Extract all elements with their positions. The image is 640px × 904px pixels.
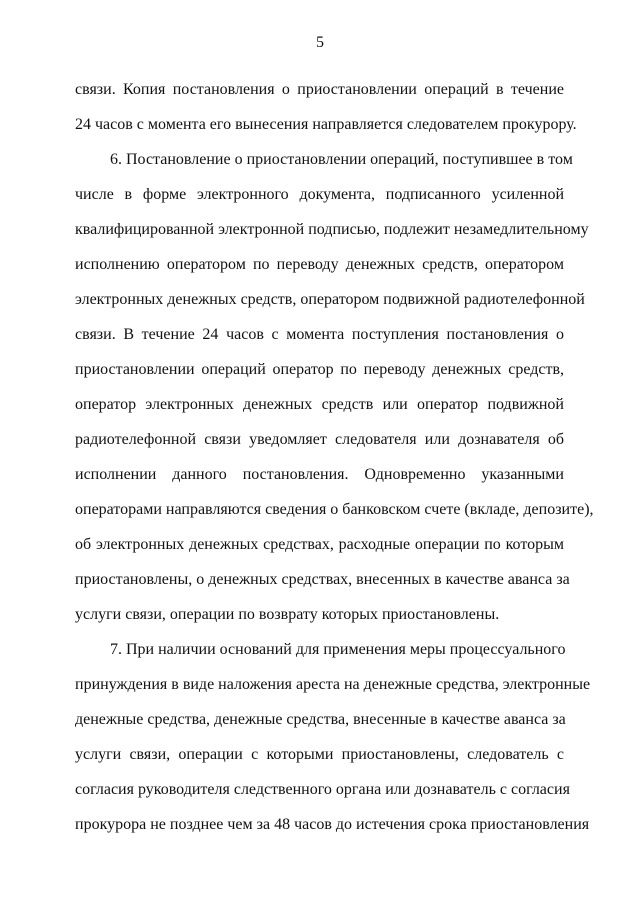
text-line: операторами направляются сведения о банковском счете (вкладе, депозите), — [75, 501, 594, 518]
text-line: приостановлении операций оператор по переводу денежных средств, — [75, 361, 564, 378]
text-line: электронных денежных средств, оператором подвижной радиотелефонной — [75, 291, 585, 308]
text-line: числе в форме электронного документа, подписанного усиленной — [75, 186, 564, 203]
paragraph-6-first-line: 6. Постановление о приостановлении операций, поступившее в том — [110, 151, 573, 168]
text-line: согласия руководителя следственного органа или дознаватель с согласия — [75, 781, 570, 798]
text-line: денежные средства, денежные средства, внесенные в качестве аванса за — [75, 711, 566, 728]
text-line: связи. В течение 24 часов с момента поступления постановления о — [75, 326, 564, 343]
text-line: 24 часов с момента его вынесения направляется следователем прокурору. — [75, 116, 577, 133]
text-line: принуждения в виде наложения ареста на денежные средства, электронные — [75, 676, 591, 693]
text-line: услуги связи, операции по возврату которых приостановлены. — [75, 606, 500, 623]
text-line: радиотелефонной связи уведомляет следователя или дознавателя об — [75, 431, 564, 448]
text-line: оператор электронных денежных средств или оператор подвижной — [75, 396, 564, 413]
text-line: связи. Копия постановления о приостановлении операций в течение — [75, 81, 564, 98]
text-line: прокурора не позднее чем за 48 часов до истечения срока приостановления — [75, 816, 590, 833]
text-line: исполнению оператором по переводу денежных средств, оператором — [75, 256, 564, 273]
text-line: об электронных денежных средствах, расходные операции по которым — [75, 536, 564, 553]
text-line: квалифицированной электронной подписью, подлежит незамедлительному — [75, 221, 589, 238]
text-line: услуги связи, операции с которыми приостановлены, следователь с — [75, 746, 564, 763]
page-number: 5 — [316, 34, 324, 51]
text-line: приостановлены, о денежных средствах, внесенных в качестве аванса за — [75, 571, 570, 588]
text-line: исполнении данного постановления. Одновременно указанными — [75, 466, 564, 483]
paragraph-7-first-line: 7. При наличии оснований для применения меры процессуального — [110, 641, 566, 658]
